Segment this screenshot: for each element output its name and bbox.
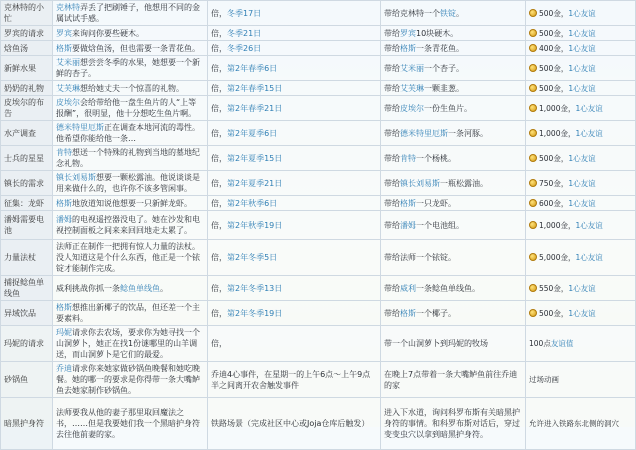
- time-text: 倍，: [211, 153, 227, 163]
- quest-reward: [526, 121, 636, 146]
- friendship-link[interactable]: 1心友谊: [568, 198, 596, 208]
- reward-text: 750金，: [539, 178, 569, 188]
- quest-requirement: [381, 211, 526, 240]
- requirement-text: 一瓶松露油。: [440, 178, 488, 188]
- quest-reward: [526, 96, 636, 121]
- quest-reward: [526, 171, 636, 196]
- quest-requirement: [381, 398, 526, 450]
- description-link[interactable]: 乔迪: [56, 364, 72, 373]
- reward-text: 500金，: [539, 308, 569, 318]
- friendship-link[interactable]: 1心友谊: [568, 63, 596, 73]
- quest-reward: [526, 326, 636, 362]
- time-text: 倍，: [211, 339, 227, 348]
- reward-text: 1,000金，: [539, 220, 576, 230]
- quest-description: [53, 171, 208, 196]
- table-row: [1, 146, 636, 171]
- quest-time: [208, 121, 381, 146]
- requirement-text: 一个杏子。: [424, 63, 464, 73]
- time-text: 倍，: [211, 83, 227, 93]
- quest-time: [208, 56, 381, 81]
- quest-time: [208, 301, 381, 326]
- gold-coin-icon: [529, 9, 537, 17]
- time-text: 倍，: [211, 253, 227, 262]
- quest-description: [53, 1, 208, 26]
- quest-reward: [526, 146, 636, 171]
- quest-time: [208, 41, 381, 56]
- description-link[interactable]: 罗宾: [56, 28, 72, 38]
- quest-time: [208, 171, 381, 196]
- quest-description: [53, 41, 208, 56]
- quest-time: [208, 276, 381, 301]
- time-text: 倍，: [211, 63, 227, 73]
- gold-coin-icon: [529, 29, 537, 37]
- requirement-text: 一条鲶鱼单线鱼。: [416, 283, 480, 293]
- date-link[interactable]: 第2年春季21日: [227, 103, 283, 113]
- gold-coin-icon: [529, 309, 537, 317]
- quest-time: [208, 362, 381, 398]
- friendship-link[interactable]: 1心友谊: [568, 153, 596, 163]
- description-link[interactable]: 格斯: [56, 43, 72, 53]
- description-link[interactable]: 潘姆: [56, 215, 72, 224]
- description-text: 想给她丈夫一个惊喜的礼物。: [80, 83, 184, 93]
- requirement-text: 带一个山洞萝卜到玛妮的牧场: [384, 339, 488, 348]
- gold-coin-icon: [529, 84, 537, 92]
- reward-text: 允许进入铁路东北侧的洞穴: [529, 419, 619, 428]
- description-text: 法师要我从他的妻子那里取回魔法之书，……但是我要她们我一个黑暗护身符去往他前妻的家。: [56, 408, 200, 439]
- description-link[interactable]: 玛妮: [56, 328, 72, 337]
- description-link[interactable]: 镇长刘易斯: [56, 173, 96, 182]
- quest-time: [208, 26, 381, 41]
- gold-coin-icon: [529, 179, 537, 187]
- quest-name: 罗宾的请求: [1, 26, 53, 41]
- quest-requirement: [381, 196, 526, 211]
- friendship-link[interactable]: 1心友谊: [575, 253, 603, 262]
- description-link[interactable]: 肯特: [56, 148, 72, 157]
- requirement-text: 带给: [384, 28, 400, 38]
- table-row: [1, 398, 636, 450]
- time-text: 倍，: [211, 198, 227, 208]
- table-row: [1, 41, 636, 56]
- requirement-link[interactable]: 皮埃尔: [400, 103, 424, 113]
- time-text: 倍，: [211, 103, 227, 113]
- quest-name: 征集：龙虾: [1, 196, 53, 211]
- quest-time: [208, 96, 381, 121]
- requirement-text: 10块硬木。: [416, 28, 459, 38]
- quest-name: 水产调查: [1, 121, 53, 146]
- quest-description: [53, 326, 208, 362]
- description-text: 地放道知说他想要一只新鲜龙虾。: [72, 198, 192, 208]
- description-text: 的电视遥控器没电了。她在沙发和电视控制面板之间来来回回地走太累了。: [56, 215, 200, 235]
- description-text: 请求你来她家做砂锅鱼晚餐和她吃晚餐。她的哪一的要求是你得带一条大嘴鲈鱼去她家制作砂锅鱼。: [56, 364, 200, 395]
- gold-coin-icon: [529, 284, 537, 292]
- reward-text: 500金，: [539, 63, 569, 73]
- reward-text: 100点: [529, 339, 551, 348]
- description-text: 威利挑战你抓一条: [56, 283, 120, 293]
- gold-coin-icon: [529, 199, 537, 207]
- quest-requirement: [381, 276, 526, 301]
- quest-name: 镇长的需求: [1, 171, 53, 196]
- time-text: 倍，: [211, 128, 227, 138]
- quest-time: [208, 81, 381, 96]
- gold-coin-icon: [529, 104, 537, 112]
- requirement-link[interactable]: 格斯: [400, 308, 416, 318]
- table-row: [1, 362, 636, 398]
- reward-text: 500金，: [539, 83, 569, 93]
- quest-time: [208, 1, 381, 26]
- date-link[interactable]: 第2年秋季19日: [227, 220, 283, 230]
- time-text: 倍，: [211, 283, 227, 293]
- gold-coin-icon: [529, 221, 537, 229]
- quest-time: [208, 146, 381, 171]
- requirement-link[interactable]: 格斯: [400, 43, 416, 53]
- time-text: 倍，: [211, 8, 227, 18]
- quest-requirement: [381, 326, 526, 362]
- friendship-link[interactable]: 1心友谊: [568, 308, 596, 318]
- table-row: [1, 81, 636, 96]
- date-link[interactable]: 第2年夏季21日: [227, 178, 283, 188]
- table-row: [1, 26, 636, 41]
- quest-reward: [526, 301, 636, 326]
- requirement-link[interactable]: 德米特里厄斯: [400, 128, 448, 138]
- date-link[interactable]: 第2年秋季6日: [227, 198, 278, 208]
- requirement-text: 一条河豚。: [448, 128, 488, 138]
- description-text: 会给带给他一盘生鱼片的人“上等报酬”，很明显，他十分想吃生鱼片啊。: [56, 98, 197, 118]
- date-link[interactable]: 冬季17日: [227, 8, 262, 18]
- time-text: 乔迪4心事件，在星期一的上午6点～上午9点半之间离开农舍触发事件: [211, 369, 371, 390]
- description-link[interactable]: 德米特里厄斯: [56, 123, 104, 132]
- quest-reward: [526, 26, 636, 41]
- quest-name: 新鲜水果: [1, 56, 53, 81]
- friendship-link[interactable]: 友谊值: [550, 339, 574, 348]
- quest-description: [53, 301, 208, 326]
- table-row: [1, 96, 636, 121]
- description-text: 想送一个特殊的礼物到当地的墓地纪念礼物。: [56, 148, 200, 168]
- date-link[interactable]: 第2年春季6日: [227, 63, 278, 73]
- quest-reward: [526, 240, 636, 276]
- quest-name: 玛妮的请求: [1, 326, 53, 362]
- description-link[interactable]: 艾芙琳: [56, 83, 80, 93]
- requirement-link[interactable]: 潘姆: [400, 220, 416, 230]
- time-text: 倍，: [211, 178, 227, 188]
- description-link[interactable]: 艾米丽: [56, 58, 80, 67]
- gold-coin-icon: [529, 253, 537, 261]
- quest-name: 砂锅鱼: [1, 362, 53, 398]
- requirement-link[interactable]: 镇长刘易斯: [400, 178, 440, 188]
- friendship-link[interactable]: 1心友谊: [575, 128, 603, 138]
- quest-requirement: [381, 171, 526, 196]
- gold-coin-icon: [529, 44, 537, 52]
- description-text: 想尝尝冬季的水果，她想要一个新鲜的杏子。: [56, 58, 200, 78]
- requirement-text: 。: [456, 8, 464, 18]
- requirement-text: 带给: [384, 283, 400, 293]
- table-row: [1, 196, 636, 211]
- quest-requirement: [381, 146, 526, 171]
- description-text: 来询问你要些硬木。: [72, 28, 144, 38]
- description-link[interactable]: 皮埃尔: [56, 98, 80, 107]
- date-link[interactable]: 第2年冬季5日: [227, 253, 278, 262]
- table-row: [1, 1, 636, 26]
- friendship-link[interactable]: 1心友谊: [568, 28, 596, 38]
- reward-text: 过场动画: [529, 375, 559, 384]
- gold-coin-icon: [529, 154, 537, 162]
- quest-description: [53, 196, 208, 211]
- quest-description: [53, 146, 208, 171]
- quest-reward: [526, 56, 636, 81]
- table-row: [1, 240, 636, 276]
- quest-name: 潘姆需要电池: [1, 211, 53, 240]
- quest-reward: [526, 41, 636, 56]
- time-text: 倍，: [211, 28, 227, 38]
- reward-text: 1,000金，: [539, 128, 576, 138]
- table-row: [1, 211, 636, 240]
- quest-reward: [526, 398, 636, 450]
- date-link[interactable]: 冬季26日: [227, 43, 262, 53]
- requirement-link[interactable]: 罗宾: [400, 28, 416, 38]
- friendship-link[interactable]: 1心友谊: [568, 8, 596, 18]
- date-link[interactable]: 冬季21日: [227, 28, 262, 38]
- quest-time: [208, 398, 381, 450]
- gold-coin-icon: [529, 64, 537, 72]
- reward-text: 500金，: [539, 28, 569, 38]
- description-text: 弄丢了把刷锤子，他想用不同的金属试试手感。: [56, 3, 200, 23]
- requirement-text: 一颗韭葱。: [424, 83, 464, 93]
- requirement-text: 带给: [384, 198, 400, 208]
- requirement-text: 带给: [384, 63, 400, 73]
- date-link[interactable]: 第2年春季15日: [227, 83, 283, 93]
- requirement-text: 在晚上7点带着一条大嘴鲈鱼前往乔迪的家: [384, 369, 518, 390]
- friendship-link[interactable]: 1心友谊: [568, 178, 596, 188]
- quest-time: [208, 211, 381, 240]
- quest-reward: [526, 1, 636, 26]
- requirement-link[interactable]: 铁锭: [440, 8, 456, 18]
- requirement-text: 一个椰子。: [416, 308, 456, 318]
- date-link[interactable]: 第2年冬季13日: [227, 283, 283, 293]
- reward-text: 550金，: [539, 283, 569, 293]
- description-link[interactable]: 鲶鱼单线鱼: [120, 283, 160, 293]
- quest-reward: [526, 81, 636, 96]
- quest-time: [208, 196, 381, 211]
- requirement-text: 带给法师一个铱锭。: [384, 253, 456, 262]
- table-row: [1, 301, 636, 326]
- gold-coin-icon: [529, 129, 537, 137]
- quest-requirement: [381, 96, 526, 121]
- description-link[interactable]: 克林特: [56, 3, 80, 12]
- time-text: 倍，: [211, 308, 227, 318]
- requirement-text: 带给: [384, 153, 400, 163]
- requirement-text: 带给: [384, 220, 400, 230]
- reward-text: 400金，: [539, 43, 569, 53]
- quest-description: [53, 96, 208, 121]
- quest-description: [53, 211, 208, 240]
- time-text: 倍，: [211, 220, 227, 230]
- quest-description: [53, 81, 208, 96]
- quest-description: [53, 121, 208, 146]
- quest-description: [53, 26, 208, 41]
- friendship-link[interactable]: 1心友谊: [568, 43, 596, 53]
- quest-description: [53, 56, 208, 81]
- quest-name: 力量法杖: [1, 240, 53, 276]
- requirement-link[interactable]: 艾芙琳: [400, 83, 424, 93]
- quest-reward: [526, 276, 636, 301]
- description-text: 正在调查本地河流的毒性。他希望你能给他一条…: [56, 123, 200, 143]
- requirement-text: 一个杨桃。: [416, 153, 456, 163]
- requirement-text: 带给克林特一个: [384, 8, 440, 18]
- friendship-link[interactable]: 1心友谊: [568, 283, 596, 293]
- time-text: 铁路场景（完成社区中心或Joja仓库后触发）: [211, 419, 370, 428]
- requirement-text: 带给: [384, 178, 400, 188]
- date-link[interactable]: 第2年夏季6日: [227, 128, 278, 138]
- quest-name: 皮埃尔的布告: [1, 96, 53, 121]
- reward-text: 600金，: [539, 198, 569, 208]
- quest-requirement: [381, 240, 526, 276]
- quest-name: 奶奶的礼物: [1, 81, 53, 96]
- requirement-text: 带给: [384, 128, 400, 138]
- table-row: [1, 276, 636, 301]
- quest-time: [208, 240, 381, 276]
- description-link[interactable]: 格斯: [56, 198, 72, 208]
- requirement-link[interactable]: 威利: [400, 283, 416, 293]
- quest-name: 暗黑护身符: [1, 398, 53, 450]
- reward-text: 500金，: [539, 8, 569, 18]
- requirement-text: 带给: [384, 103, 400, 113]
- quest-description: [53, 240, 208, 276]
- description-link[interactable]: 格斯: [56, 303, 72, 312]
- quest-reward: [526, 196, 636, 211]
- requirement-link[interactable]: 艾米丽: [400, 63, 424, 73]
- friendship-link[interactable]: 1心友谊: [575, 103, 603, 113]
- description-text: 要做焓鱼汤，但也需要一条青花鱼。: [72, 43, 200, 53]
- table-row: [1, 326, 636, 362]
- date-link[interactable]: 第2年冬季19日: [227, 308, 283, 318]
- quest-requirement: [381, 121, 526, 146]
- quest-description: [53, 276, 208, 301]
- description-text: 请求你去农场，要求你为她寻找一个山洞萝卜，她正在找1份谜哪里的山羊调送，而山洞萝卜是它们的最爱。: [56, 328, 200, 359]
- quest-description: [53, 398, 208, 450]
- description-text: 法师正在制作一把拥有惊人力量的法杖。没人知道这是个什么东西，他正是一个铱锭才能制作完成。: [56, 242, 200, 273]
- requirement-text: 带给: [384, 83, 400, 93]
- description-text: 想要一颗松露油。他说谈谈是用来做什么的，也许你不该多管闲事。: [56, 173, 200, 193]
- quest-reward: [526, 211, 636, 240]
- quest-name: 异域饮品: [1, 301, 53, 326]
- table-row: [1, 171, 636, 196]
- table-row: [1, 56, 636, 81]
- friendship-link[interactable]: 1心友谊: [575, 220, 603, 230]
- requirement-text: 带给: [384, 43, 400, 53]
- quest-name: 焓鱼汤: [1, 41, 53, 56]
- time-text: 倍，: [211, 43, 227, 53]
- quest-reward: [526, 362, 636, 398]
- requirement-text: 一只龙虾。: [416, 198, 456, 208]
- quest-requirement: [381, 1, 526, 26]
- table-row: [1, 121, 636, 146]
- requirement-text: 一个电池组。: [416, 220, 464, 230]
- reward-text: 500金，: [539, 153, 569, 163]
- quest-name: 士兵的星星: [1, 146, 53, 171]
- reward-text: 5,000金，: [539, 253, 576, 262]
- requirement-text: 带给: [384, 308, 400, 318]
- description-text: 想推出新椰子的饮品，但还差一个主要素料。: [56, 303, 200, 323]
- friendship-link[interactable]: 1心友谊: [568, 83, 596, 93]
- requirement-text: 一份生鱼片。: [424, 103, 472, 113]
- quest-requirement: [381, 41, 526, 56]
- quest-requirement: [381, 301, 526, 326]
- quest-requirement: [381, 362, 526, 398]
- description-text: 。: [160, 283, 168, 293]
- quest-description: [53, 362, 208, 398]
- quest-requirement: [381, 56, 526, 81]
- quest-name: 克林特的小忙: [1, 1, 53, 26]
- quest-time: [208, 326, 381, 362]
- requirement-link[interactable]: 肯特: [400, 153, 416, 163]
- quest-requirement: [381, 81, 526, 96]
- quest-requirement: [381, 26, 526, 41]
- date-link[interactable]: 第2年夏季15日: [227, 153, 283, 163]
- requirement-link[interactable]: 格斯: [400, 198, 416, 208]
- quest-name: 捕捉鲶鱼单线鱼: [1, 276, 53, 301]
- requirement-text: 进入下水道，询问科罗布斯有关暗黑护身符的事情。和科罗布斯对话后，穿过变变虫穴以拿到暗黑护身符。: [384, 408, 520, 439]
- reward-text: 1,000金，: [539, 103, 576, 113]
- requirement-text: 一条青花鱼。: [416, 43, 464, 53]
